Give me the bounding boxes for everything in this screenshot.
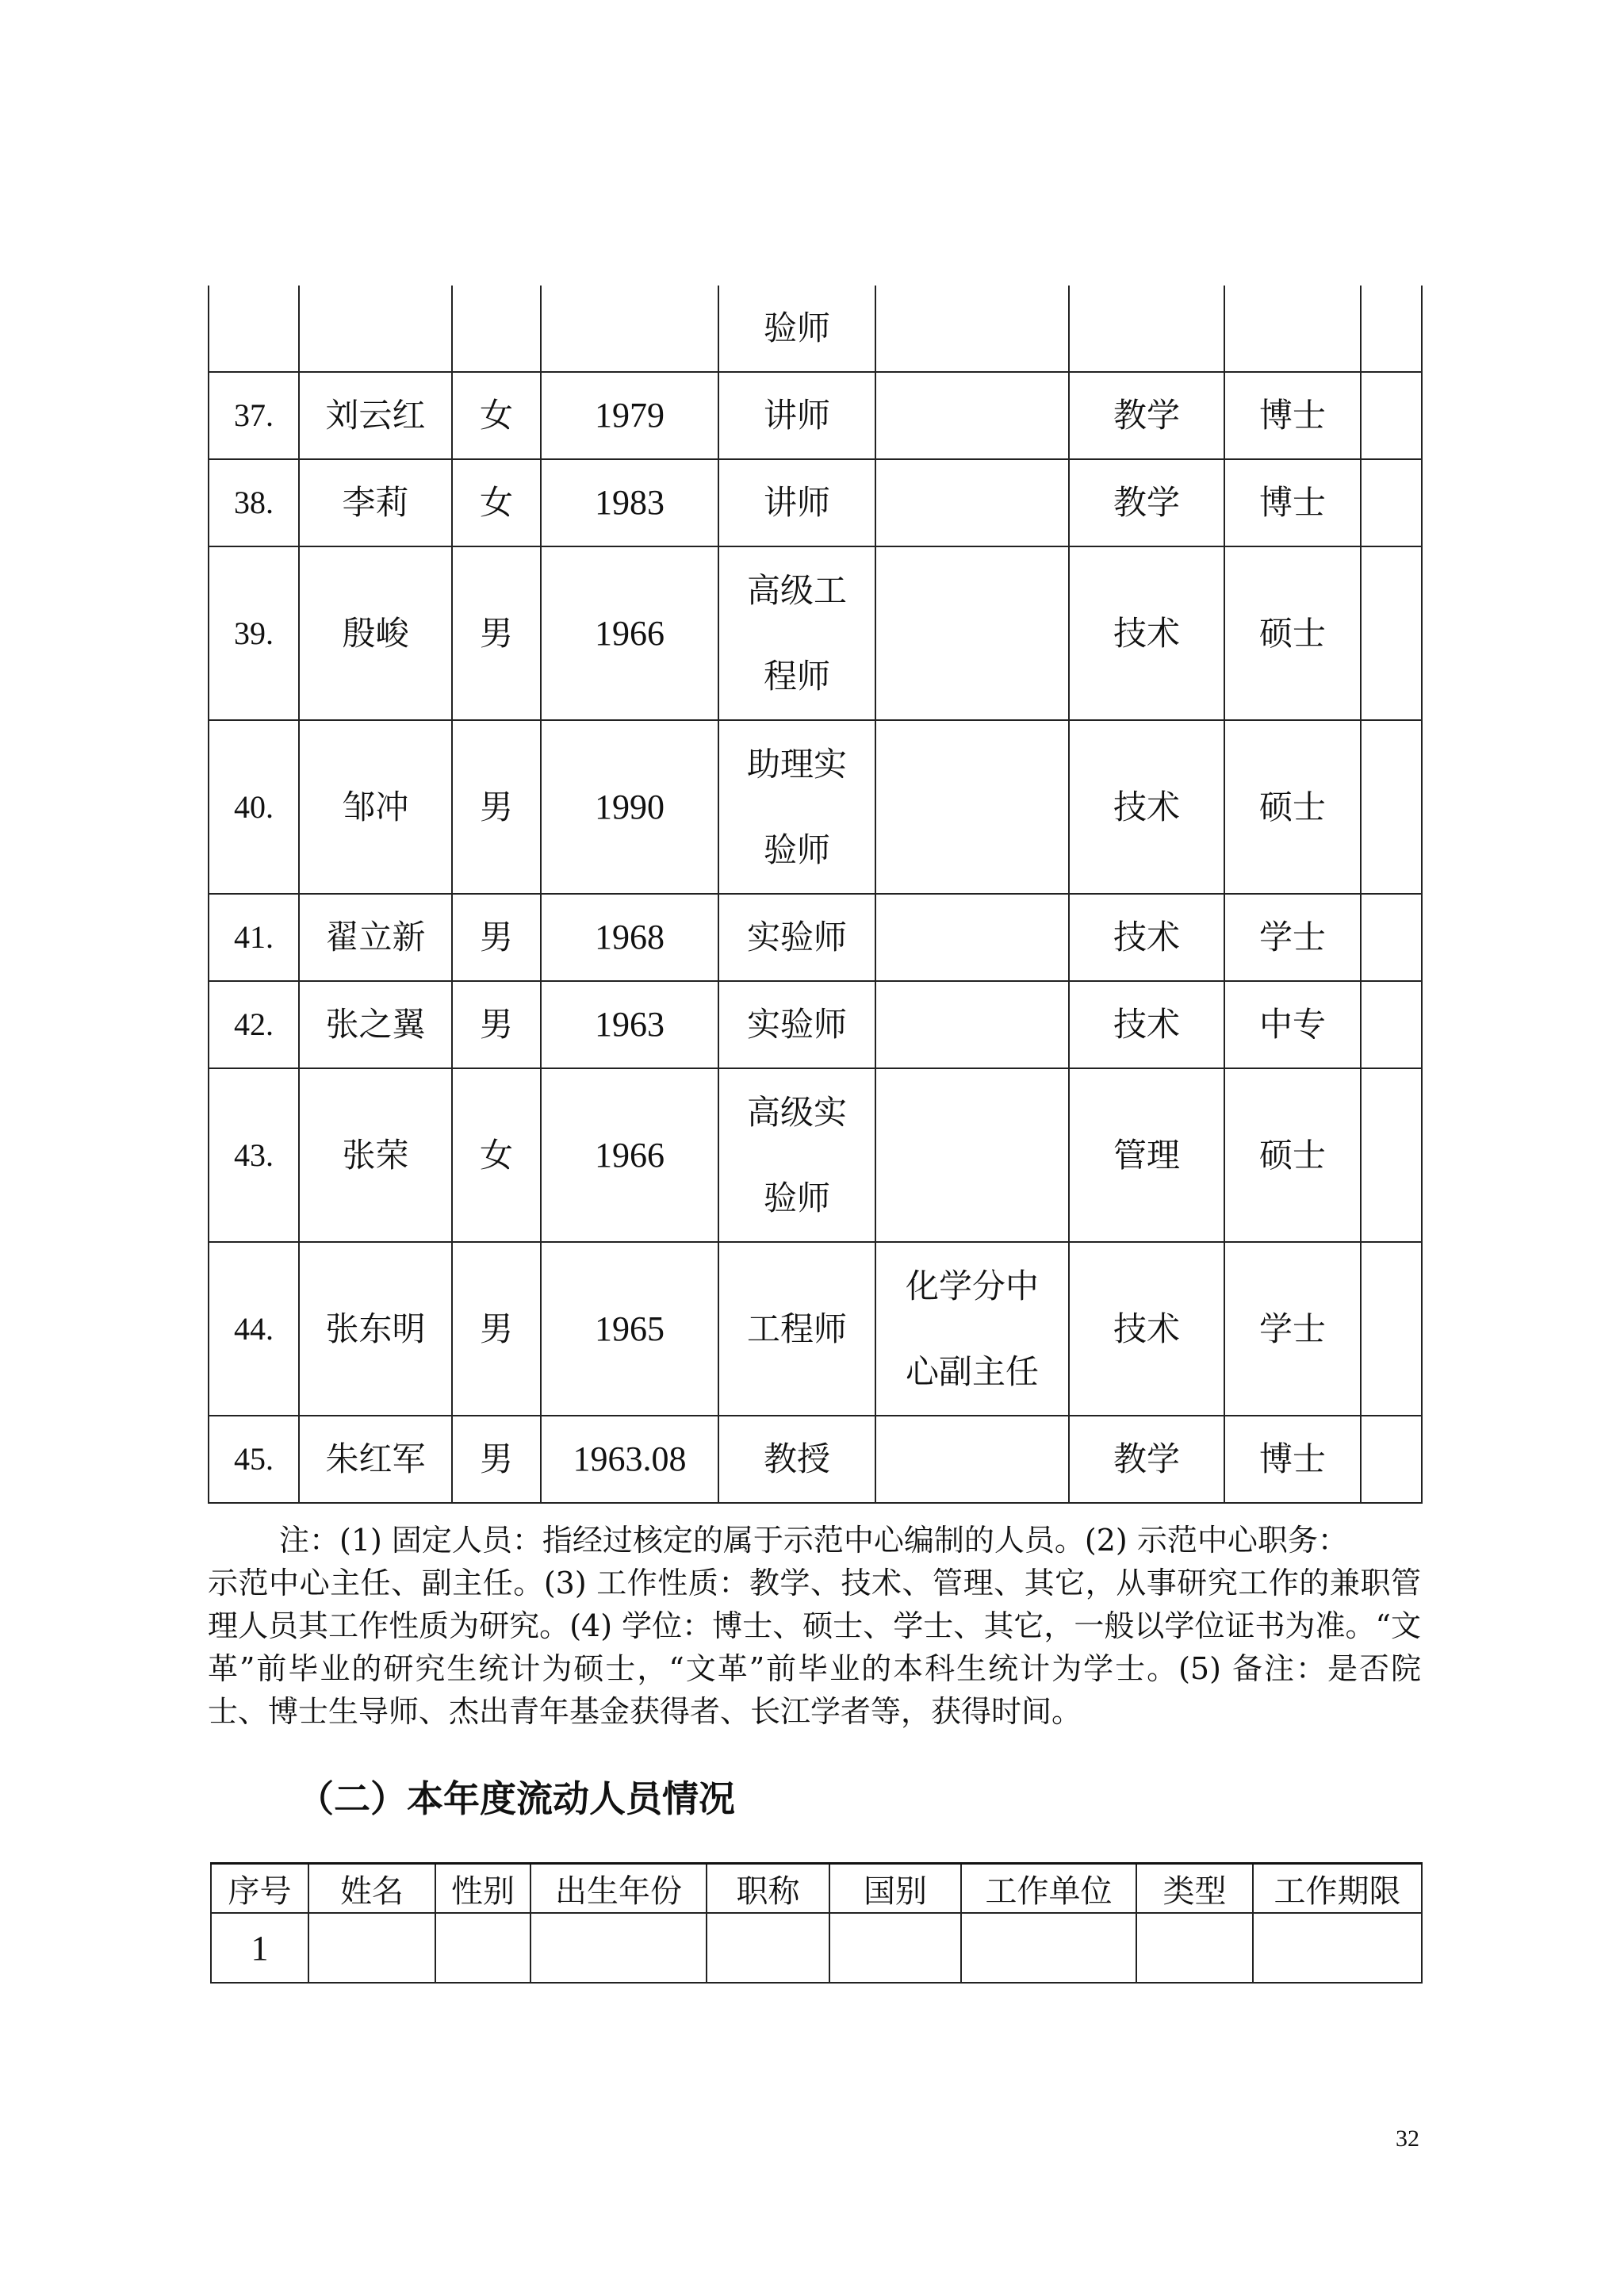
- birth-cell: 1990: [541, 720, 718, 894]
- remarks-cell: [1361, 894, 1422, 981]
- seq-cell: 43.: [209, 1068, 299, 1242]
- position-cell: [875, 1416, 1069, 1503]
- title-cell-line: 教授: [763, 1439, 830, 1478]
- birth-cell: 1983: [541, 459, 718, 546]
- title-cell-line: 实验师: [746, 918, 847, 956]
- degree-cell: 学士: [1224, 894, 1361, 981]
- gender-cell: 女: [452, 1068, 541, 1242]
- mobile-type-cell: [1136, 1913, 1253, 1983]
- title-cell: [718, 1242, 875, 1416]
- name-cell: 张之翼: [299, 981, 452, 1068]
- mobile-employer-cell: [961, 1913, 1136, 1983]
- seq-cell: 42.: [209, 981, 299, 1068]
- name-cell: 朱红军: [299, 1416, 452, 1503]
- title-cell: [718, 372, 875, 459]
- gender-cell: 女: [452, 372, 541, 459]
- title-cell: [718, 546, 875, 720]
- degree-cell: 博士: [1224, 1416, 1361, 1503]
- fixed-staff-table: [208, 286, 1423, 1504]
- column-header: 工作期限: [1253, 1864, 1422, 1914]
- gender-cell: 女: [452, 459, 541, 546]
- table-row-continued: [209, 286, 1422, 372]
- birth-cell: 1966: [541, 1068, 718, 1242]
- position-cell: [875, 720, 1069, 894]
- title-cell-line: 程师: [763, 656, 830, 696]
- remarks-cell: [1361, 981, 1422, 1068]
- title-cell-line: 验师: [763, 830, 830, 869]
- table-row: [209, 459, 1422, 546]
- remarks-cell: [1361, 459, 1422, 546]
- name-cell: 张荣: [299, 1068, 452, 1242]
- title-cell: [718, 1068, 875, 1242]
- mobile-country-cell: [829, 1913, 961, 1983]
- title-cell-line: 高级实: [746, 1092, 847, 1132]
- nature-cell: 教学: [1069, 459, 1224, 546]
- notes-rest: 示范中心主任、副主任。(3) 工作性质：教学、技术、管理、其它，从事研究工作的兼职管理人员其工作性质为研究。(4) 学位：博士、硕士、学士、其它，一般以学位证书为准。“文革”前毕业的研究生统计为硕士，“文革”前毕业的本科生统计为学士。(5) 备注：是否院士、博士生导师、杰出青年基金获得者、长江学者等，获得时间。: [208, 1566, 1421, 1729]
- section-title: （二）本年度流动人员情况: [297, 1777, 735, 1820]
- gender-cell: 男: [452, 546, 541, 720]
- name-cell: 李莉: [299, 459, 452, 546]
- degree-cell: 硕士: [1224, 1068, 1361, 1242]
- seq-cell: 40.: [209, 720, 299, 894]
- mobile-term-cell: [1253, 1913, 1422, 1983]
- degree-cell: 硕士: [1224, 720, 1361, 894]
- position-cell-line: 化学分中: [905, 1266, 1039, 1305]
- title-cell-line: 讲师: [763, 483, 830, 522]
- column-header: 工作单位: [961, 1864, 1136, 1914]
- remarks-cell: [1361, 1068, 1422, 1242]
- title-cell: [718, 981, 875, 1068]
- birth-cell: 1979: [541, 372, 718, 459]
- nature-cell: 教学: [1069, 1416, 1224, 1503]
- remarks-cell: [1361, 1242, 1422, 1416]
- table-row: [209, 981, 1422, 1068]
- gender-cell: 男: [452, 1416, 541, 1503]
- nature-cell: 教学: [1069, 372, 1224, 459]
- table-row: [209, 1416, 1422, 1503]
- nature-cell: 技术: [1069, 1242, 1224, 1416]
- nature-cell: 技术: [1069, 720, 1224, 894]
- degree-cell: 中专: [1224, 981, 1361, 1068]
- gender-cell: 男: [452, 894, 541, 981]
- mobile-birth-cell: [530, 1913, 707, 1983]
- mobile-name-cell: [308, 1913, 435, 1983]
- title-cell-line: 实验师: [746, 1005, 847, 1044]
- title-cell-line: 工程师: [746, 1309, 847, 1348]
- degree-cell: 博士: [1224, 372, 1361, 459]
- name-cell: 邹冲: [299, 720, 452, 894]
- column-header: 类型: [1136, 1864, 1253, 1914]
- nature-cell: 管理: [1069, 1068, 1224, 1242]
- seq-cell: 45.: [209, 1416, 299, 1503]
- gender-cell: 男: [452, 981, 541, 1068]
- title-cell: [718, 720, 875, 894]
- mobile-gender-cell: [435, 1913, 530, 1983]
- mobile-title-cell: [707, 1913, 829, 1983]
- remarks-cell: [1361, 546, 1422, 720]
- nature-cell: 技术: [1069, 894, 1224, 981]
- position-cell: [875, 546, 1069, 720]
- degree-cell: 硕士: [1224, 546, 1361, 720]
- position-cell: [875, 1242, 1069, 1416]
- nature-cell: 技术: [1069, 981, 1224, 1068]
- column-header: 出生年份: [530, 1864, 707, 1914]
- name-cell: 翟立新: [299, 894, 452, 981]
- name-cell: 殷峻: [299, 546, 452, 720]
- notes-line-1: 注：(1) 固定人员：指经过核定的属于示范中心编制的人员。(2) 示范中心职务：: [279, 1523, 1348, 1558]
- birth-cell: 1966: [541, 546, 718, 720]
- table-row: [209, 894, 1422, 981]
- position-cell: [875, 372, 1069, 459]
- column-header: 职称: [707, 1864, 829, 1914]
- title-cell: 验师: [718, 286, 875, 372]
- title-cell-line: 助理实: [746, 744, 847, 784]
- table-row: [209, 1242, 1422, 1416]
- column-header: 性别: [435, 1864, 530, 1914]
- name-cell: 张东明: [299, 1242, 452, 1416]
- title-cell: [718, 459, 875, 546]
- remarks-cell: [1361, 372, 1422, 459]
- title-cell-line: 讲师: [763, 396, 830, 435]
- column-header: 姓名: [308, 1864, 435, 1914]
- birth-cell: 1963: [541, 981, 718, 1068]
- birth-cell: 1968: [541, 894, 718, 981]
- table-row: [209, 1068, 1422, 1242]
- table-row: [209, 546, 1422, 720]
- seq-cell: 41.: [209, 894, 299, 981]
- seq-cell: 44.: [209, 1242, 299, 1416]
- title-cell-line: 验师: [763, 1178, 830, 1217]
- title-cell: [718, 1416, 875, 1503]
- mobile-table-header-row: [211, 1864, 1422, 1914]
- column-header: 国别: [829, 1864, 961, 1914]
- remarks-cell: [1361, 1416, 1422, 1503]
- position-cell: [875, 981, 1069, 1068]
- position-cell-line: 心副主任: [905, 1351, 1039, 1391]
- table-notes: [208, 1519, 1421, 1733]
- gender-cell: 男: [452, 1242, 541, 1416]
- gender-cell: 男: [452, 720, 541, 894]
- mobile-staff-table: [210, 1862, 1423, 1984]
- position-cell: [875, 1068, 1069, 1242]
- degree-cell: 学士: [1224, 1242, 1361, 1416]
- position-cell: [875, 894, 1069, 981]
- page-number: 32: [1396, 2125, 1419, 2152]
- position-cell: [875, 459, 1069, 546]
- column-header: 序号: [211, 1864, 308, 1914]
- birth-cell: 1963.08: [541, 1416, 718, 1503]
- title-cell: [718, 894, 875, 981]
- seq-cell: 39.: [209, 546, 299, 720]
- table-row: [211, 1913, 1422, 1983]
- table-row: [209, 720, 1422, 894]
- mobile-seq-cell: 1: [211, 1913, 308, 1983]
- name-cell: 刘云红: [299, 372, 452, 459]
- title-cell-line: 高级工: [746, 570, 847, 610]
- remarks-cell: [1361, 720, 1422, 894]
- degree-cell: 博士: [1224, 459, 1361, 546]
- seq-cell: 38.: [209, 459, 299, 546]
- seq-cell: 37.: [209, 372, 299, 459]
- nature-cell: 技术: [1069, 546, 1224, 720]
- table-row: [209, 372, 1422, 459]
- birth-cell: 1965: [541, 1242, 718, 1416]
